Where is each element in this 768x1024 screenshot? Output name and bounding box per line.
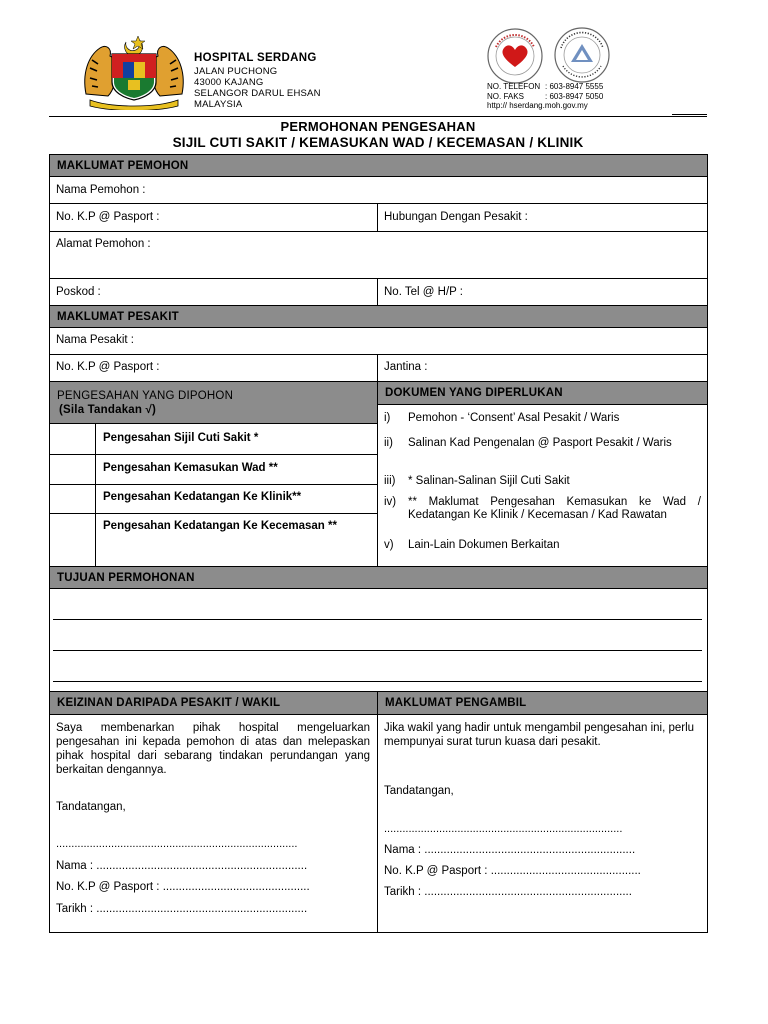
option-emergency-visit-label: Pengesahan Kedatangan Ke Kecemasan ** (103, 520, 337, 532)
collector-name-field[interactable]: Nama : .................................................................. (384, 844, 636, 856)
document-item-text: Salinan Kad Pengenalan @ Pasport Pesakit / Waris (408, 437, 672, 449)
patient-gender-label[interactable]: Jantina : (384, 361, 428, 373)
collector-signature-label: Tandatangan, (384, 785, 454, 797)
patient-name-label[interactable]: Nama Pesakit : (56, 334, 134, 346)
fax-value: : 603-8947 5050 (545, 91, 604, 101)
consent-signature-line[interactable]: ............................................................................... (56, 838, 298, 850)
applicant-ic-label[interactable]: No. K.P @ Pasport : (56, 211, 160, 223)
document-item-text: Lain-Lain Dokumen Berkaitan (408, 539, 560, 551)
collector-date-field[interactable]: Tarikh : ................................................................. (384, 886, 632, 898)
document-item (384, 539, 701, 553)
phone-value: : 603-8947 5555 (545, 82, 604, 91)
document-item-number: v) (384, 539, 394, 551)
divider (377, 691, 378, 933)
collector-statement: Jika wakil yang hadir untuk mengambil pengesahan ini, perlu mempunyai surat turun kuasa dari pesakit. (384, 722, 695, 748)
consent-name-field[interactable]: Nama : .................................................................. (56, 860, 308, 872)
address-line: MALAYSIA (194, 99, 243, 110)
applicant-name-label[interactable]: Nama Pemohon : (56, 184, 146, 196)
collector-ic-field[interactable]: No. K.P @ Pasport : ............................................... (384, 865, 641, 877)
address-line: SELANGOR DARUL EHSAN (194, 88, 321, 99)
header-divider (49, 116, 707, 117)
website-link[interactable]: http:// hserdang.moh.gov.my (487, 101, 588, 110)
document-item-number: ii) (384, 437, 393, 449)
consent-signature-label: Tandatangan, (56, 801, 126, 813)
purpose-writing-line[interactable] (53, 650, 702, 651)
header-divider-accent (672, 114, 707, 115)
divider (49, 231, 708, 232)
option-sick-leave-label: Pengesahan Sijil Cuti Sakit * (103, 432, 259, 444)
consent-ic-field[interactable]: No. K.P @ Pasport : .............................................. (56, 881, 310, 893)
hospital-name: HOSPITAL SERDANG (194, 52, 317, 64)
document-item-text: Pemohon - ‘Consent’ Asal Pesakit / Waris (408, 412, 620, 424)
applicant-phone-label[interactable]: No. Tel @ H/P : (384, 286, 464, 298)
section-header-documents: DOKUMEN YANG DIPERLUKAN (377, 381, 708, 405)
divider (49, 203, 708, 204)
coat-of-arms-logo (82, 34, 186, 110)
document-item (384, 475, 701, 489)
divider (49, 513, 378, 514)
verification-heading: PENGESAHAN YANG DIPOHON (57, 389, 234, 402)
checkbox-sick-leave[interactable] (50, 425, 95, 454)
document-item-number: iii) (384, 475, 396, 487)
contact-info (487, 82, 603, 111)
option-clinic-visit-label: Pengesahan Kedatangan Ke Klinik** (103, 491, 302, 503)
phone-label: NO. TELEFON (487, 82, 541, 91)
option-ward-admission-label: Pengesahan Kemasukan Wad ** (103, 462, 278, 474)
divider (49, 454, 378, 455)
document-item-text: * Salinan-Salinan Sijil Cuti Sakit (408, 475, 570, 487)
verification-subheading: (Sila Tandakan √) (59, 403, 157, 416)
patient-ic-label[interactable]: No. K.P @ Pasport : (56, 361, 160, 373)
section-header-consent: KEIZINAN DARIPADA PESAKIT / WAKIL (49, 691, 378, 715)
section-header-patient: MAKLUMAT PESAKIT (49, 305, 708, 328)
document-item (384, 496, 701, 536)
consent-date-field[interactable]: Tarikh : .................................................................. (56, 903, 308, 915)
checkbox-clinic-visit[interactable] (50, 485, 95, 513)
section-header-verification (49, 381, 378, 424)
divider (377, 278, 378, 305)
divider (377, 381, 378, 567)
applicant-address-label[interactable]: Alamat Pemohon : (56, 238, 151, 250)
checkbox-ward-admission[interactable] (50, 455, 95, 484)
document-item (384, 412, 701, 426)
applicant-postcode-label[interactable]: Poskod : (56, 286, 101, 298)
applicant-relation-label[interactable]: Hubungan Dengan Pesakit : (384, 211, 528, 223)
section-header-collector: MAKLUMAT PENGAMBIL (377, 691, 708, 715)
hospital-address (194, 66, 321, 110)
fax-label: NO. FAKS (487, 91, 524, 101)
form-title: PERMOHONAN PENGESAHAN (280, 119, 476, 134)
divider (49, 354, 708, 355)
divider (49, 484, 378, 485)
divider (377, 354, 378, 381)
checkbox-emergency-visit[interactable] (50, 514, 95, 567)
section-header-purpose: TUJUAN PERMOHONAN (49, 566, 708, 589)
consent-statement: Saya membenarkan pihak hospital mengeluarkan pengesahan ini kepada pemohon di atas dan melepaskan pihak hospital dari sebarang tindakan perundangan yang berkaitan dengannya. (56, 722, 370, 776)
document-item-text: ** Maklumat Pengesahan Kemasukan ke Wad / Kedatangan Ke Klinik / Kecemasan / Kad Rawatan (408, 496, 701, 521)
document-item-number: i) (384, 412, 391, 424)
collector-signature-line[interactable]: .............................................................................. (384, 823, 623, 835)
document-item-number: iv) (384, 496, 397, 508)
purpose-writing-line[interactable] (53, 681, 702, 682)
quality-seal-logo (553, 26, 611, 84)
divider (377, 203, 378, 231)
address-line: 43000 KAJANG (194, 77, 264, 88)
section-header-applicant: MAKLUMAT PEMOHON (49, 154, 708, 177)
address-line: JALAN PUCHONG (194, 66, 278, 77)
form-subtitle: SIJIL CUTI SAKIT / KEMASUKAN WAD / KECEMASAN / KLINIK (172, 135, 584, 150)
divider (95, 424, 96, 567)
document-item (384, 433, 701, 473)
award-seal-logo (486, 27, 544, 85)
purpose-writing-line[interactable] (53, 619, 702, 620)
divider (49, 278, 708, 279)
